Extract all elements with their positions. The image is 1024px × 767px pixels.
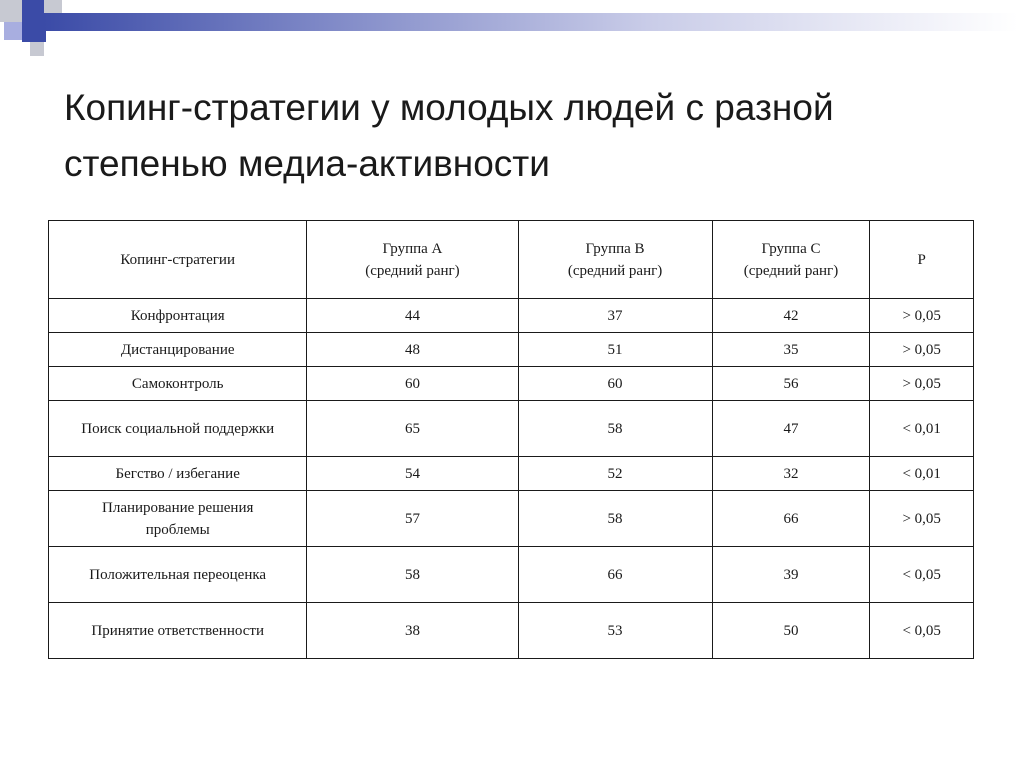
cell-group-b: 58 [518, 401, 712, 457]
cell-strategy: Самоконтроль [49, 367, 307, 401]
cell-strategy: Бегство / избегание [49, 457, 307, 491]
cell-group-a: 38 [307, 603, 518, 659]
cell-group-b: 51 [518, 333, 712, 367]
table-row [49, 333, 974, 367]
cell-p-value: < 0,01 [870, 457, 974, 491]
cell-group-c: 32 [712, 457, 870, 491]
cell-group-c: 56 [712, 367, 870, 401]
cell-group-b: 60 [518, 367, 712, 401]
deco-square-gray [0, 0, 22, 22]
cell-group-a: 44 [307, 299, 518, 333]
cell-strategy: Поиск социальной поддержки [49, 401, 307, 457]
header-p-value: Р [870, 221, 974, 299]
deco-square-dark [22, 0, 44, 22]
table-row [49, 367, 974, 401]
cell-group-b: 52 [518, 457, 712, 491]
header-strategy: Копинг-стратегии [49, 221, 307, 299]
cell-group-c: 50 [712, 603, 870, 659]
cell-group-c: 42 [712, 299, 870, 333]
cell-strategy: Положительная переоценка [49, 547, 307, 603]
table-row [49, 603, 974, 659]
table-header-row [49, 221, 974, 299]
cell-group-c: 35 [712, 333, 870, 367]
cell-strategy: Конфронтация [49, 299, 307, 333]
cell-strategy: Планирование решения проблемы [49, 491, 307, 547]
deco-square-gray [30, 42, 44, 56]
cell-group-a: 57 [307, 491, 518, 547]
table-row [49, 457, 974, 491]
cell-group-a: 65 [307, 401, 518, 457]
decorative-squares [0, 0, 80, 62]
cell-strategy: Принятие ответственности [49, 603, 307, 659]
deco-square-light [4, 22, 22, 40]
table-row [49, 299, 974, 333]
cell-strategy: Дистанцирование [49, 333, 307, 367]
cell-group-a: 54 [307, 457, 518, 491]
cell-group-a: 58 [307, 547, 518, 603]
header-group-a: Группа А (средний ранг) [307, 221, 518, 299]
cell-p-value: < 0,05 [870, 547, 974, 603]
cell-group-c: 66 [712, 491, 870, 547]
cell-group-c: 47 [712, 401, 870, 457]
cell-group-a: 48 [307, 333, 518, 367]
cell-group-a: 60 [307, 367, 518, 401]
slide-title: Копинг-стратегии у молодых людей с разной степенью медиа-активности [64, 87, 834, 184]
table-row [49, 401, 974, 457]
header-group-c: Группа С (средний ранг) [712, 221, 870, 299]
cell-group-b: 58 [518, 491, 712, 547]
coping-strategies-table [48, 220, 974, 659]
cell-p-value: > 0,05 [870, 367, 974, 401]
cell-group-c: 39 [712, 547, 870, 603]
cell-p-value: > 0,05 [870, 333, 974, 367]
cell-p-value: < 0,05 [870, 603, 974, 659]
cell-p-value: > 0,05 [870, 299, 974, 333]
cell-p-value: > 0,05 [870, 491, 974, 547]
table-row [49, 547, 974, 603]
table-row [49, 491, 974, 547]
deco-square-dark [22, 20, 46, 42]
cell-group-b: 66 [518, 547, 712, 603]
cell-group-b: 53 [518, 603, 712, 659]
cell-group-b: 37 [518, 299, 712, 333]
header-gradient-bar [44, 13, 1018, 31]
cell-p-value: < 0,01 [870, 401, 974, 457]
header-group-b: Группа В (средний ранг) [518, 221, 712, 299]
